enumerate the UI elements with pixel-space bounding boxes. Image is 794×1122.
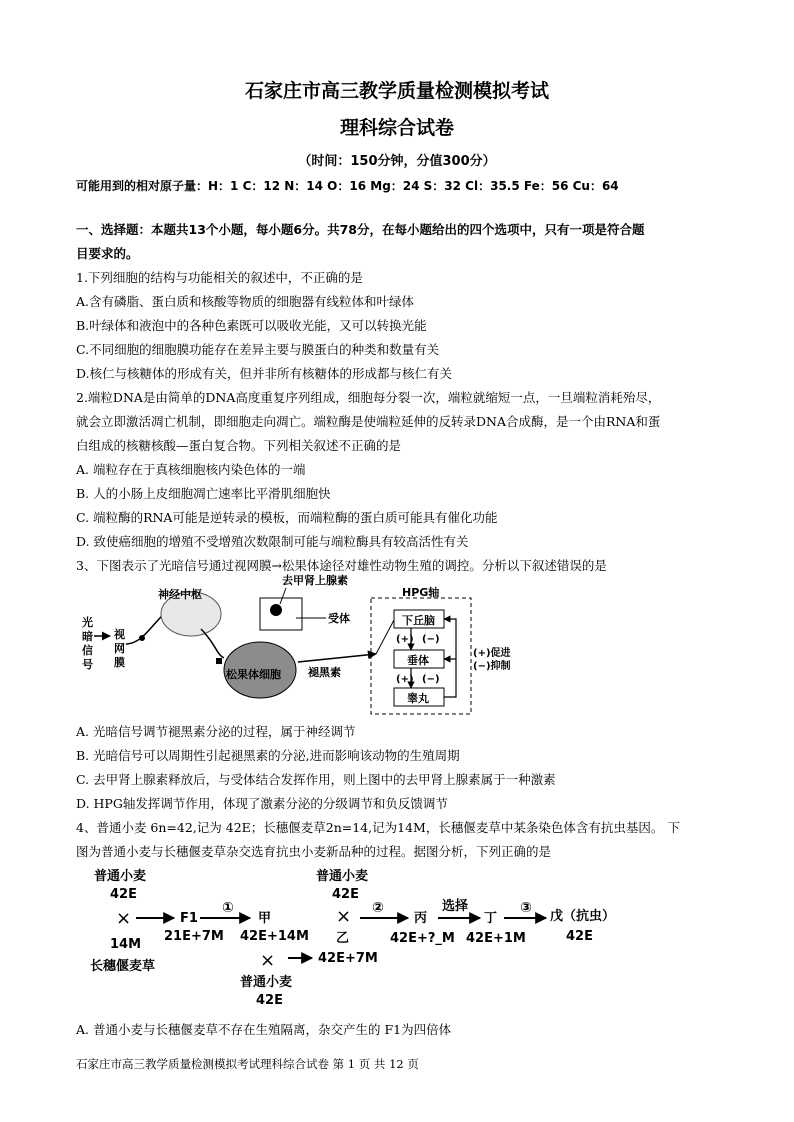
- q2-stem-cont2: 白组成的核糖核酸—蛋白复合物。下列相关叙述不正确的是: [76, 438, 402, 453]
- page-footer: 石家庄市高三教学质量检测模拟考试理科综合试卷 第 1 页 共 12 页: [76, 1057, 419, 1071]
- elytrigia-genome: 14M: [110, 937, 142, 952]
- q4-option-a: A. 普通小麦与长穗偃麦草不存在生殖隔离，杂交产生的 F1为四倍体: [76, 1022, 452, 1037]
- synapse-box: [260, 598, 302, 630]
- minus-sign: (−): [422, 634, 440, 645]
- q4-diagram: [80, 862, 620, 1012]
- feedback-arrow: [444, 619, 456, 697]
- retina-char: 视: [114, 628, 125, 641]
- yi-genome: 42E+7M: [318, 951, 378, 966]
- time-info: （时间：150分钟，分值300分）: [298, 154, 496, 169]
- f1-label: F1: [180, 911, 198, 926]
- plus-sign: (+): [396, 674, 414, 685]
- bing-label: 丙: [414, 911, 428, 926]
- exam-subtitle: 理科综合试卷: [339, 117, 454, 139]
- q3-option-c: C. 去甲肾上腺素释放后，与受体结合发挥作用，则上图中的去甲肾上腺素属于一种激素: [76, 772, 556, 787]
- q2-stem: 2.端粒DNA是由简单的DNA高度重复序列组成，细胞每分裂一次，端粒就缩短一点，一旦端粒消耗殆尽，: [76, 390, 661, 405]
- q2-stem-cont1: 就会立即激活凋亡机制，即细胞走向凋亡。端粒酶是使端粒延伸的反转录DNA合成酶，是一个由RNA和蛋: [76, 414, 661, 429]
- q2-option-d: D. 致使癌细胞的增殖不受增殖次数限制可能与端粒酶具有较高活性有关: [76, 534, 469, 549]
- step3-marker: ③: [520, 900, 532, 916]
- q3-option-d: D. HPG轴发挥调节作用，体现了激素分泌的分级调节和负反馈调节: [76, 796, 448, 811]
- q3-option-a: A. 光暗信号调节褪黑素分泌的过程，属于神经调节: [76, 724, 356, 739]
- melatonin-to-hyp: [376, 620, 394, 654]
- minus-sign: (−): [422, 674, 440, 685]
- receptor-label: 受体: [328, 612, 350, 625]
- jia-label: 甲: [258, 911, 272, 926]
- yi-label: 乙: [336, 931, 350, 946]
- nerve-to-pineal: [201, 629, 224, 658]
- pineal-cell-label: 松果体细胞: [226, 668, 281, 681]
- hypothalamus-label: 下丘脑: [402, 614, 435, 627]
- nerve-terminal: [216, 658, 222, 664]
- cross-symbol: ×: [260, 950, 276, 971]
- q3-stem: 3、下图表示了光暗信号通过视网膜→松果体途径对雄性动物生殖的调控。分析以下叙述错误的是: [76, 558, 607, 573]
- q1-option-c: C.不同细胞的细胞膜功能存在差异主要与膜蛋白的种类和数量有关: [76, 342, 440, 357]
- nerve-center-label: 神经中枢: [158, 588, 202, 601]
- pituitary-label: 垂体: [407, 654, 429, 667]
- norepinephrine-label: 去甲肾上腺素: [282, 574, 348, 587]
- melatonin-arrow: [298, 654, 376, 662]
- q1-option-d: D.核仁与核糖体的形成有关，但并非所有核糖体的形成都与核仁有关: [76, 366, 453, 381]
- select-label: 选择: [442, 899, 469, 914]
- step1-marker: ①: [222, 900, 234, 916]
- q2-option-b: B. 人的小肠上皮细胞凋亡速率比平滑肌细胞快: [76, 486, 331, 501]
- atomic-masses: 可能用到的相对原子量：H：1 C：12 N：14 O：16 Mg：24 S：32 Cl：35.5 Fe：56 Cu：64: [76, 179, 619, 193]
- retina-char: 膜: [114, 656, 125, 669]
- wu-genome: 42E: [566, 929, 593, 944]
- q2-option-a: A. 端粒存在于真核细胞核内染色体的一端: [76, 462, 306, 477]
- wheat-genome: 42E: [110, 887, 137, 902]
- melatonin-label: 褪黑素: [308, 666, 341, 679]
- q2-option-c: C. 端粒酶的RNA可能是逆转录的模板，而端粒酶的蛋白质可能具有催化功能: [76, 510, 498, 525]
- elytrigia-label: 长穗偃麦草: [90, 959, 156, 974]
- cross-symbol: ×: [116, 908, 132, 929]
- wheat-label: 普通小麦: [316, 869, 369, 884]
- hpg-axis-label: HPG轴: [402, 586, 440, 599]
- wu-label: 戊（抗虫）: [550, 909, 616, 924]
- jia-genome: 42E+14M: [240, 929, 309, 944]
- cross-symbol: ×: [336, 906, 352, 927]
- section-instructions: 一、选择题：本题共13个小题，每小题6分。共78分，在每小题给出的四个选项中，只有一项是符合题: [76, 222, 645, 237]
- ding-label: 丁: [484, 911, 498, 926]
- light-signal-char: 光: [82, 616, 93, 629]
- f1-genome: 21E+7M: [164, 929, 224, 944]
- q3-diagram: [76, 574, 511, 714]
- section-instructions-cont: 目要求的。: [76, 246, 139, 261]
- legend-inhibit: (−)抑制: [473, 661, 511, 672]
- light-signal-char: 信: [82, 644, 93, 657]
- q1-stem: 1.下列细胞的结构与功能相关的叙述中，不正确的是: [76, 270, 363, 285]
- q4-stem: 4、普通小麦 6n=42,记为 42E；长穗偃麦草2n=14,记为14M，长穗偃麦草中某条染色体含有抗虫基因。 下: [76, 820, 680, 835]
- ding-genome: 42E+1M: [466, 931, 526, 946]
- legend-promote: (+)促进: [473, 648, 511, 659]
- neuron-body: [139, 635, 145, 641]
- wheat-label: 普通小麦: [94, 869, 147, 884]
- q1-option-a: A.含有磷脂、蛋白质和核酸等物质的细胞器有线粒体和叶绿体: [76, 294, 415, 309]
- bing-genome: 42E+?_M: [390, 931, 455, 946]
- testis-label: 睾丸: [407, 692, 429, 705]
- q4-stem-cont: 图为普通小麦与长穗偃麦草杂交选育抗虫小麦新品种的过程。据图分析，下列正确的是: [76, 844, 552, 859]
- light-signal-char: 暗: [82, 630, 93, 643]
- vesicle: [270, 604, 282, 616]
- retina-char: 网: [114, 642, 125, 655]
- q1-option-b: B.叶绿体和液泡中的各种色素既可以吸收光能，又可以转换光能: [76, 318, 427, 333]
- step2-marker: ②: [372, 900, 384, 916]
- plus-sign: (+): [396, 634, 414, 645]
- wheat-label: 普通小麦: [240, 975, 293, 990]
- exam-title: 石家庄市高三教学质量检测模拟考试: [244, 80, 549, 102]
- wheat-genome: 42E: [256, 993, 283, 1008]
- wheat-genome: 42E: [332, 887, 359, 902]
- light-signal-char: 号: [82, 658, 93, 671]
- q3-option-b: B. 光暗信号可以周期性引起褪黑素的分泌,进而影响该动物的生殖周期: [76, 748, 460, 763]
